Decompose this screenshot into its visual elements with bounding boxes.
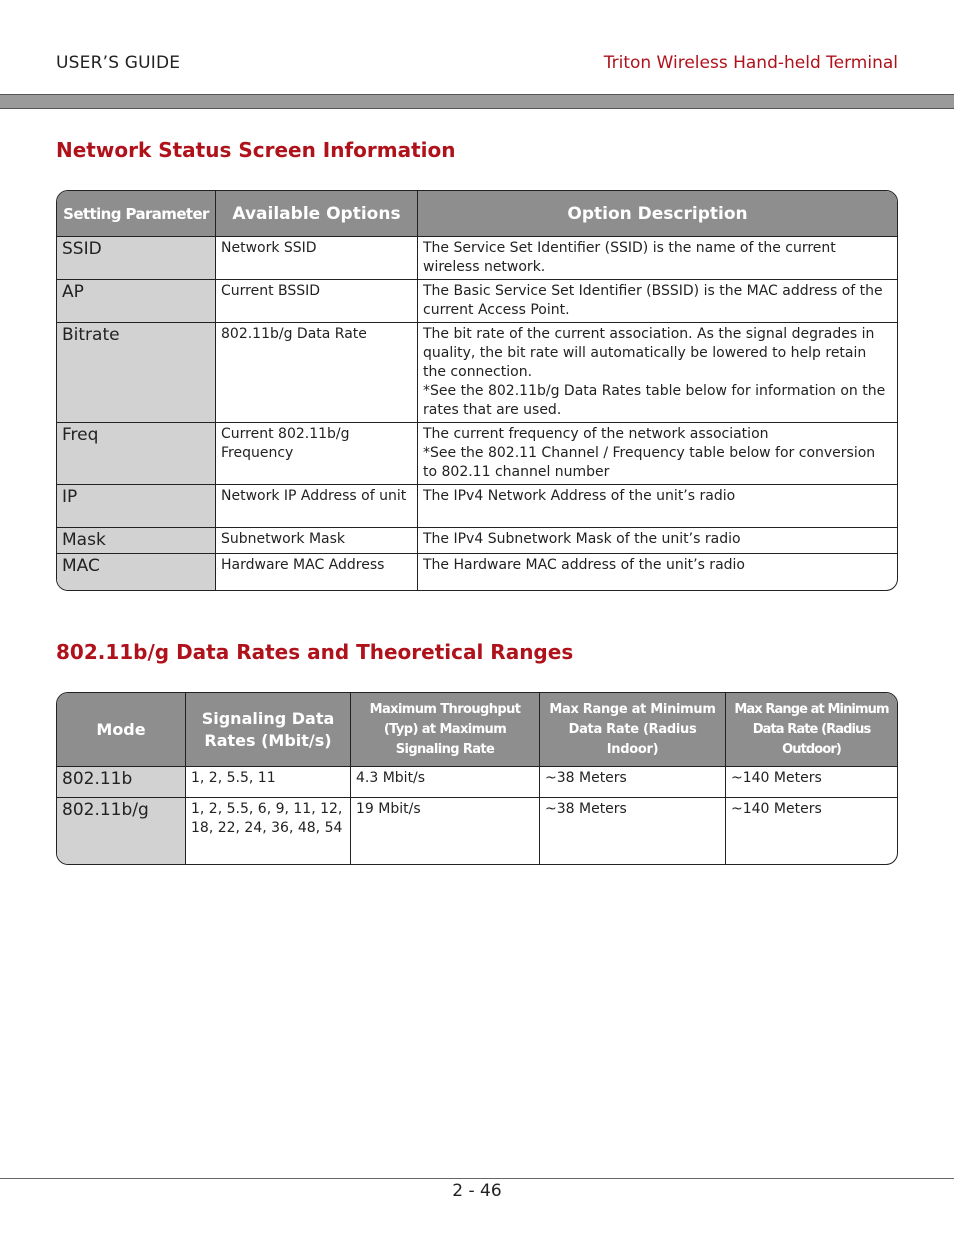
option-cell: Hardware MAC Address bbox=[216, 554, 418, 590]
outdoor-range-cell: ~140 Meters bbox=[726, 767, 897, 798]
description-note: *See the 802.11 Channel / Frequency table below for conversion to 802.11 channel number bbox=[423, 445, 876, 480]
table-row bbox=[57, 767, 897, 798]
param-cell: Freq bbox=[57, 423, 216, 485]
description-note: *See the 802.11b/g Data Rates table below for information on the rates that are used. bbox=[423, 383, 886, 418]
header-divider-bar bbox=[0, 94, 954, 109]
rates-cell: 1, 2, 5.5, 6, 9, 11, 12, 18, 22, 24, 36, 48, 54 bbox=[186, 798, 351, 864]
indoor-range-cell: ~38 Meters bbox=[540, 767, 726, 798]
description-cell bbox=[418, 323, 897, 423]
option-cell: Current 802.11b/g Frequency bbox=[216, 423, 418, 485]
network-status-table bbox=[56, 190, 898, 591]
table-row bbox=[57, 798, 897, 864]
rates-cell: 1, 2, 5.5, 11 bbox=[186, 767, 351, 798]
header-product-title: Triton Wireless Hand-held Terminal bbox=[603, 53, 898, 73]
option-cell: Network SSID bbox=[216, 237, 418, 280]
table-row bbox=[57, 280, 897, 323]
data-rates-table bbox=[56, 692, 898, 865]
table-row bbox=[57, 554, 897, 590]
table-row bbox=[57, 323, 897, 423]
table-row bbox=[57, 528, 897, 554]
option-cell: 802.11b/g Data Rate bbox=[216, 323, 418, 423]
description-cell: The Service Set Identifier (SSID) is the name of the current wireless network. bbox=[418, 237, 897, 280]
column-header: Max Range at Minimum Data Rate (Radius Indoor) bbox=[540, 693, 726, 767]
description-text: The bit rate of the current association. As the signal degrades in quality, the bit rate will automatically be lowered to help retain the connection. bbox=[423, 326, 875, 380]
table-row bbox=[57, 485, 897, 528]
param-cell: Mask bbox=[57, 528, 216, 554]
column-header: Available Options bbox=[216, 191, 418, 237]
indoor-range-cell: ~38 Meters bbox=[540, 798, 726, 864]
throughput-cell: 4.3 Mbit/s bbox=[351, 767, 540, 798]
table-header-row bbox=[57, 191, 897, 237]
outdoor-range-cell: ~140 Meters bbox=[731, 801, 822, 817]
column-header: Option Description bbox=[418, 191, 897, 237]
mode-cell: 802.11b/g bbox=[57, 798, 186, 864]
table-header-row bbox=[57, 693, 897, 767]
table-row bbox=[57, 423, 897, 485]
param-cell: Bitrate bbox=[57, 323, 216, 423]
footer-divider bbox=[0, 1178, 954, 1179]
description-cell: The IPv4 Subnetwork Mask of the unit’s radio bbox=[418, 528, 897, 554]
param-cell: IP bbox=[57, 485, 216, 528]
section-title-network-status: Network Status Screen Information bbox=[56, 138, 456, 162]
column-header: Setting Parameter bbox=[57, 191, 216, 237]
option-cell: Current BSSID bbox=[216, 280, 418, 323]
param-cell: AP bbox=[57, 280, 216, 323]
description-cell: The IPv4 Network Address of the unit’s radio bbox=[418, 485, 897, 528]
mode-cell: 802.11b bbox=[57, 767, 186, 798]
option-cell: Network IP Address of unit bbox=[216, 485, 418, 528]
column-header: Maximum Throughput (Typ) at Maximum Signaling Rate bbox=[351, 693, 540, 767]
param-cell: MAC bbox=[57, 554, 216, 590]
column-header: Mode bbox=[57, 693, 186, 767]
page-number: 2 - 46 bbox=[452, 1181, 502, 1201]
column-header: Signaling Data Rates (Mbit/s) bbox=[186, 693, 351, 767]
throughput-cell: 19 Mbit/s bbox=[351, 798, 540, 864]
param-cell: SSID bbox=[57, 237, 216, 280]
table-row bbox=[57, 237, 897, 280]
description-text: The current frequency of the network association bbox=[423, 426, 769, 442]
description-cell: The Hardware MAC address of the unit’s radio bbox=[423, 557, 745, 573]
description-cell bbox=[418, 423, 897, 485]
description-cell: The Basic Service Set Identifier (BSSID) is the MAC address of the current Access Point. bbox=[418, 280, 897, 323]
section-title-data-rates: 802.11b/g Data Rates and Theoretical Ranges bbox=[56, 640, 574, 664]
header-guide-label: USER’S GUIDE bbox=[56, 53, 181, 73]
option-cell: Subnetwork Mask bbox=[216, 528, 418, 554]
column-header: Max Range at Minimum Data Rate (Radius Outdoor) bbox=[726, 693, 897, 767]
